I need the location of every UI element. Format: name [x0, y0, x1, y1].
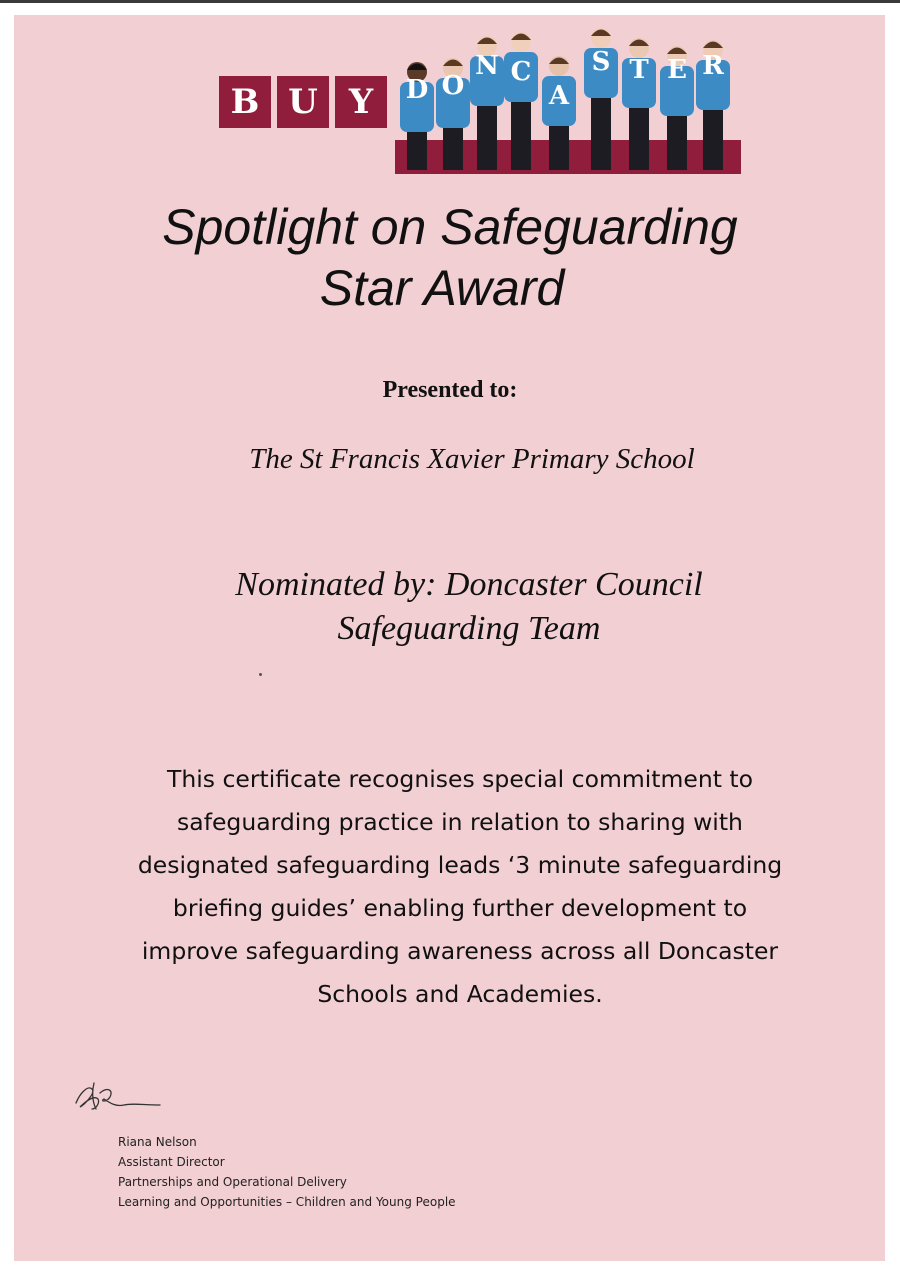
- award-title-line-1: Spotlight on Safeguarding: [162, 199, 738, 255]
- signature: [70, 1075, 170, 1120]
- children-photo: [395, 22, 741, 174]
- signatory-block: [118, 1132, 456, 1212]
- shirt-letter: E: [667, 55, 687, 85]
- shirt-letter: T: [629, 55, 649, 85]
- nominated-by: [0, 563, 900, 651]
- certificate-body: [110, 758, 810, 1016]
- children-illustration: [395, 22, 741, 174]
- body-line: This certificate recognises special commitment to: [166, 765, 753, 793]
- buy-tiles: [219, 76, 387, 128]
- shirt-letter: D: [405, 75, 429, 105]
- shirt-letter: C: [510, 57, 532, 87]
- body-line: briefing guides’ enabling further development to: [172, 894, 748, 922]
- shirt-letter: S: [591, 47, 611, 77]
- body-line: designated safeguarding leads ‘3 minute safeguarding: [137, 851, 783, 879]
- top-border: [0, 0, 900, 3]
- buy-doncaster-logo: [219, 22, 741, 174]
- presented-to-label: Presented to:: [382, 377, 518, 403]
- paper-speck: [259, 673, 262, 676]
- shirt-letter: R: [702, 51, 724, 81]
- signatory-directorate: Learning and Opportunities – Children and Young People: [118, 1195, 456, 1209]
- shirt-letter: N: [475, 51, 499, 81]
- recipient-name: The St Francis Xavier Primary School: [249, 443, 695, 475]
- body-line: Schools and Academies.: [317, 980, 603, 1008]
- logo-tile-y: Y: [335, 76, 387, 128]
- children-group: [400, 28, 730, 170]
- signatory-unit: Partnerships and Operational Delivery: [118, 1175, 347, 1189]
- body-line: safeguarding practice in relation to sharing with: [177, 808, 743, 836]
- body-line: improve safeguarding awareness across all Doncaster: [141, 937, 779, 965]
- shirt-letter: A: [548, 81, 570, 111]
- logo-tile-b: B: [219, 76, 271, 128]
- nominated-line-1: Nominated by: Doncaster Council: [235, 566, 703, 603]
- signatory-role: Assistant Director: [118, 1155, 225, 1169]
- logo-tile-u: U: [277, 76, 329, 128]
- nominated-line-2: Safeguarding Team: [337, 610, 601, 647]
- signatory-name: Riana Nelson: [118, 1135, 197, 1149]
- shirt-letter: O: [441, 71, 465, 101]
- award-title-line-2: Star Award: [319, 260, 565, 316]
